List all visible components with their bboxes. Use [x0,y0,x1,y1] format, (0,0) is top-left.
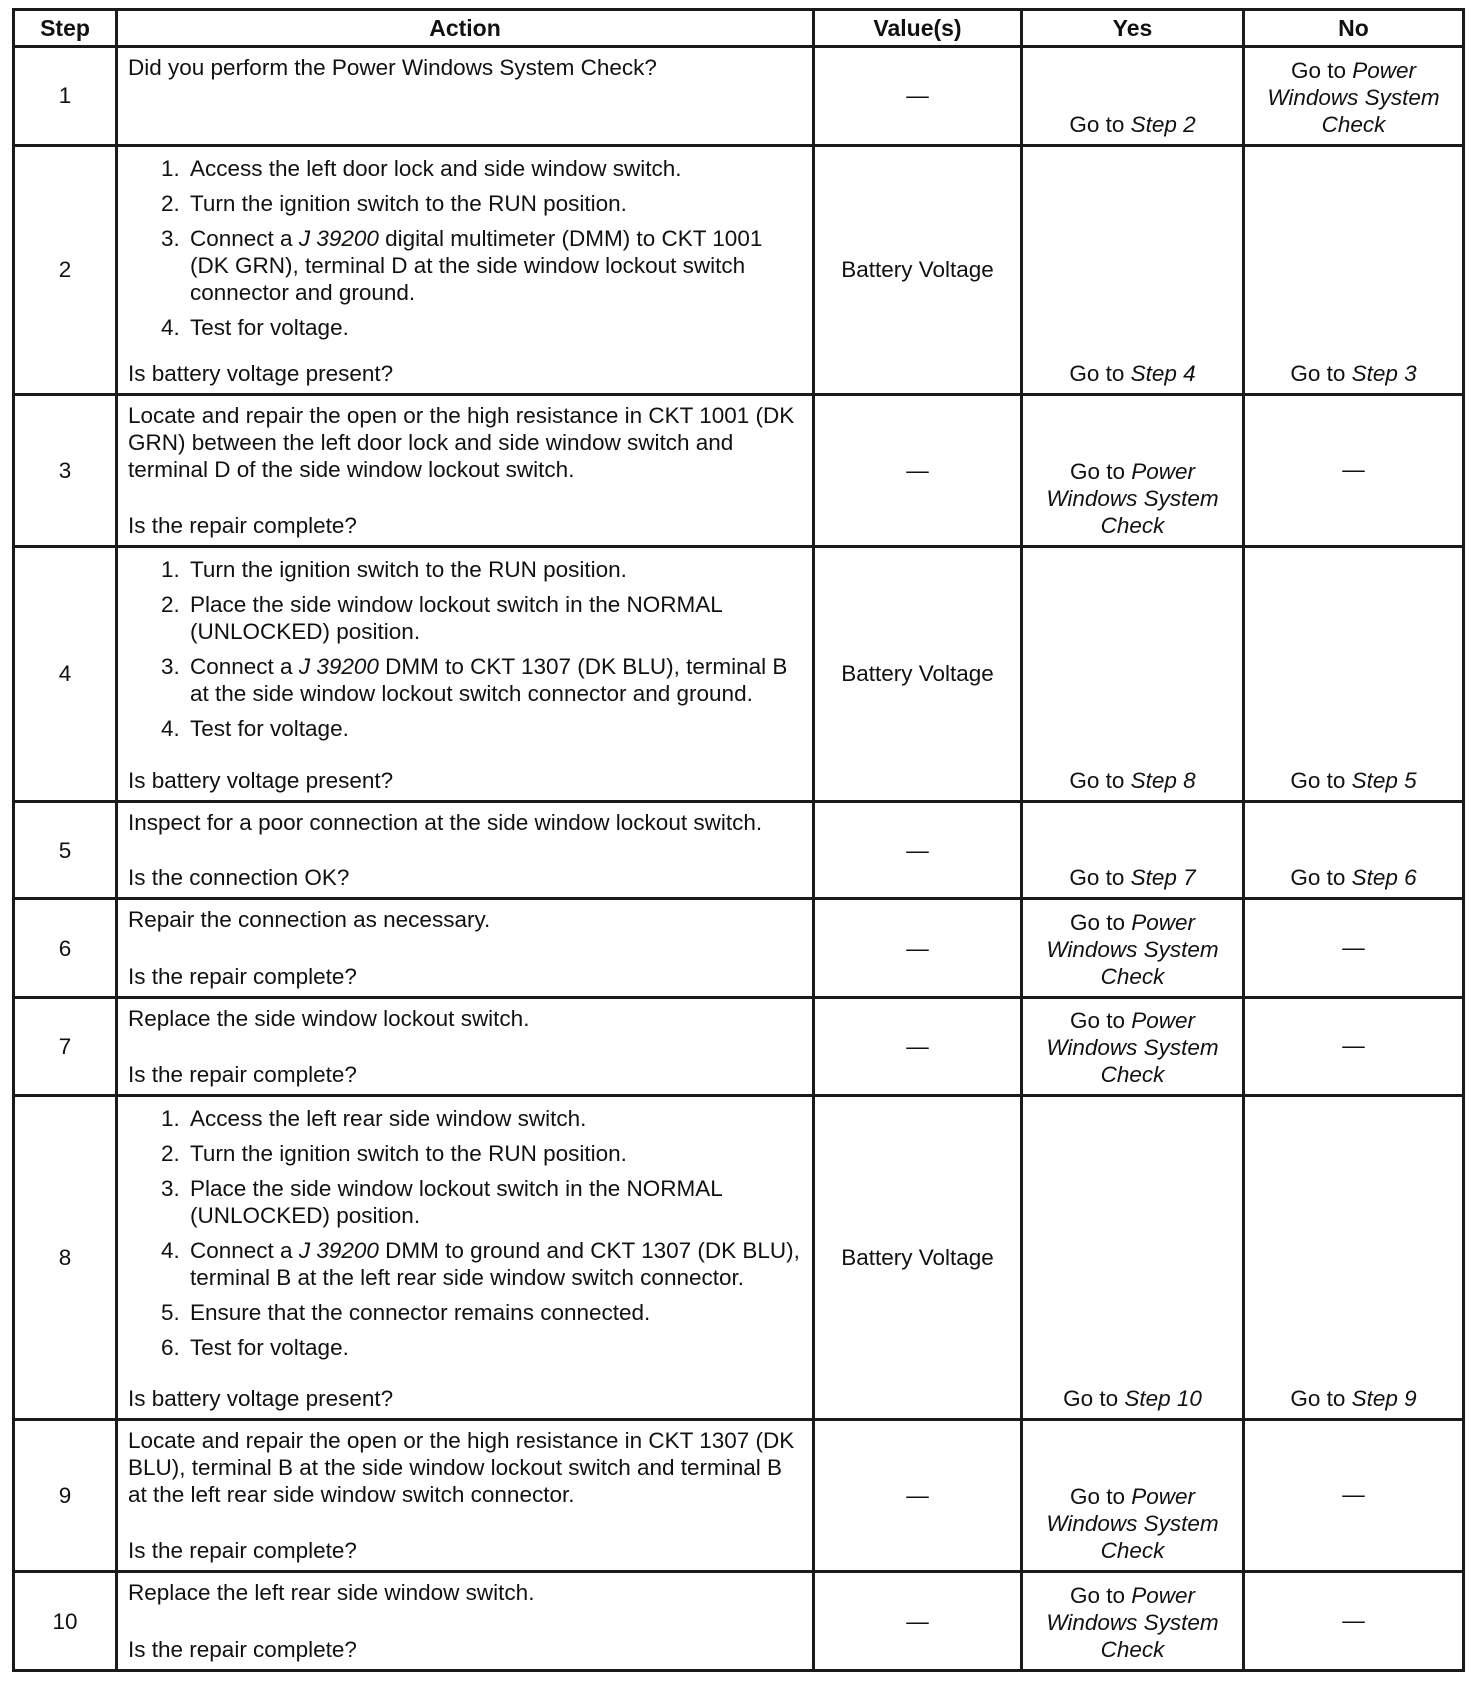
yes-cell [1022,1096,1244,1420]
goto-prefix: Go to [1069,865,1125,891]
step-number: 2 [14,145,117,395]
action-step-item: 3. Connect a J 39200 DMM to CKT 1307 (DK BLU), terminal B at the side window lockout switch connector and ground. [186,653,802,707]
action-question: Is the repair complete? [128,513,357,539]
step-number: 8 [14,1096,117,1420]
action-step-item: 2. Turn the ignition switch to the RUN position. [186,1140,802,1167]
not-applicable-dash: — [1342,457,1365,483]
action-question: Is battery voltage present? [128,361,394,387]
table-row [14,1420,1464,1572]
action-cell [117,547,814,802]
goto-prefix: Go to [1069,459,1125,485]
tool-reference: J 39200 [298,654,379,680]
value-cell: Battery Voltage [814,145,1022,395]
action-steps-list [128,1105,802,1361]
goto-link[interactable]: Step 9 [1351,1386,1417,1412]
no-cell [1244,395,1464,547]
goto-link[interactable]: Power Windows System Check [1046,1008,1219,1088]
goto-link[interactable]: Step 8 [1130,767,1196,793]
action-step-item: 6. Test for voltage. [186,1334,802,1361]
goto-prefix: Go to [1069,1008,1125,1034]
tool-reference: J 39200 [298,1238,379,1264]
action-question: Is the repair complete? [128,963,357,989]
tool-reference: J 39200 [298,225,379,251]
action-cell [117,997,814,1096]
yes-cell [1022,1420,1244,1572]
goto-prefix: Go to [1069,767,1125,793]
goto-link[interactable]: Step 7 [1130,865,1196,891]
action-cell [117,899,814,998]
table-row [14,547,1464,802]
goto-prefix: Go to [1290,767,1346,793]
action-cell [117,1572,814,1671]
goto-prefix: Go to [1290,361,1346,387]
header-values: Value(s) [814,10,1022,47]
action-text: Did you perform the Power Windows System Check? [128,55,657,80]
action-cell [117,395,814,547]
goto-link[interactable]: Step 6 [1351,865,1417,891]
value-cell: — [814,1420,1022,1572]
no-cell [1244,145,1464,395]
table-row [14,997,1464,1096]
goto-link[interactable]: Power Windows System Check [1046,459,1219,539]
action-question: Is the repair complete? [128,1062,357,1088]
value-cell: — [814,395,1022,547]
not-applicable-dash: — [1342,1482,1365,1508]
goto-link[interactable]: Power Windows System Check [1267,57,1440,137]
goto-prefix: Go to [1069,909,1125,935]
action-text: Replace the side window lockout switch. [128,1005,530,1031]
value-cell: — [814,1572,1022,1671]
step-number: 9 [14,1420,117,1572]
action-question: Is the repair complete? [128,1538,357,1564]
goto-link[interactable]: Step 3 [1351,361,1417,387]
not-applicable-dash: — [1342,1607,1365,1633]
value-cell: — [814,899,1022,998]
yes-cell [1022,145,1244,395]
no-cell [1244,1420,1464,1572]
step-number: 4 [14,547,117,802]
step-number: 5 [14,801,117,899]
goto-prefix: Go to [1063,1386,1119,1412]
action-question: Is battery voltage present? [128,1386,394,1412]
step-number: 7 [14,997,117,1096]
action-text: Inspect for a poor connection at the side window lockout switch. [128,809,763,835]
goto-link[interactable]: Step 10 [1124,1386,1202,1412]
value-cell: Battery Voltage [814,1096,1022,1420]
goto-prefix: Go to [1290,1386,1346,1412]
action-question: Is the connection OK? [128,865,350,891]
value-cell: — [814,47,1022,146]
goto-link[interactable]: Power Windows System Check [1046,1484,1219,1564]
not-applicable-dash: — [1342,934,1365,960]
value-cell: Battery Voltage [814,547,1022,802]
goto-link[interactable]: Step 5 [1351,767,1417,793]
action-steps-list [128,556,802,742]
step-number: 3 [14,395,117,547]
header-action: Action [117,10,814,47]
yes-cell [1022,1572,1244,1671]
value-cell: — [814,997,1022,1096]
action-step-item: 1. Turn the ignition switch to the RUN position. [186,556,802,583]
action-cell [117,47,814,146]
action-step-item: 3. Place the side window lockout switch in the NORMAL (UNLOCKED) position. [186,1175,802,1229]
header-no: No [1244,10,1464,47]
header-yes: Yes [1022,10,1244,47]
action-step-item: 4. Test for voltage. [186,314,802,341]
action-text: Replace the left rear side window switch. [128,1580,535,1606]
no-cell [1244,47,1464,146]
yes-cell [1022,47,1244,146]
value-cell: — [814,801,1022,899]
action-question: Is battery voltage present? [128,767,394,793]
action-step-item: 4. Test for voltage. [186,715,802,742]
not-applicable-dash: — [1342,1033,1365,1059]
table-row [14,801,1464,899]
goto-prefix: Go to [1290,865,1346,891]
no-cell [1244,1572,1464,1671]
goto-prefix: Go to [1069,111,1125,137]
action-cell [117,1420,814,1572]
no-cell [1244,899,1464,998]
action-steps-list [128,155,802,341]
table-row [14,899,1464,998]
table-row [14,1096,1464,1420]
goto-prefix: Go to [1069,361,1125,387]
table-row [14,145,1464,395]
diagnostic-table [12,8,1465,1672]
goto-link[interactable]: Power Windows System Check [1046,1583,1219,1662]
action-cell [117,801,814,899]
action-text: Repair the connection as necessary. [128,907,491,933]
action-step-item: 2. Place the side window lockout switch in the NORMAL (UNLOCKED) position. [186,591,802,645]
table-row [14,395,1464,547]
step-number: 6 [14,899,117,998]
goto-link[interactable]: Step 2 [1130,111,1196,137]
yes-cell [1022,395,1244,547]
action-step-item: 5. Ensure that the connector remains connected. [186,1299,802,1326]
action-step-item: 1. Access the left rear side window switch. [186,1105,802,1132]
yes-cell [1022,899,1244,998]
header-step: Step [14,10,117,47]
action-text: Locate and repair the open or the high resistance in CKT 1307 (DK BLU), terminal B at the side window lockout switch and terminal B at the left rear side window switch connector. [128,1428,795,1508]
yes-cell [1022,997,1244,1096]
step-number: 1 [14,47,117,146]
yes-cell [1022,547,1244,802]
no-cell [1244,1096,1464,1420]
goto-link[interactable]: Power Windows System Check [1046,909,1219,989]
action-step-item: 3. Connect a J 39200 digital multimeter (DMM) to CKT 1001 (DK GRN), terminal D at the side window lockout switch connector and ground. [186,225,802,306]
action-cell [117,1096,814,1420]
step-number: 10 [14,1572,117,1671]
goto-link[interactable]: Step 4 [1130,361,1196,387]
action-step-item: 2. Turn the ignition switch to the RUN position. [186,190,802,217]
goto-prefix: Go to [1290,57,1346,83]
table-row [14,1572,1464,1671]
action-cell [117,145,814,395]
action-step-item: 1. Access the left door lock and side window switch. [186,155,802,182]
action-step-item: 4. Connect a J 39200 DMM to ground and CKT 1307 (DK BLU), terminal B at the left rear side window switch connector. [186,1237,802,1291]
action-question: Is the repair complete? [128,1637,357,1662]
goto-prefix: Go to [1069,1583,1125,1608]
goto-prefix: Go to [1069,1484,1125,1510]
no-cell [1244,801,1464,899]
action-text: Locate and repair the open or the high resistance in CKT 1001 (DK GRN) between the left door lock and side window switch and terminal D of the side window lockout switch. [128,403,795,483]
table-row [14,47,1464,146]
no-cell [1244,997,1464,1096]
no-cell [1244,547,1464,802]
yes-cell [1022,801,1244,899]
header-row [14,10,1464,47]
